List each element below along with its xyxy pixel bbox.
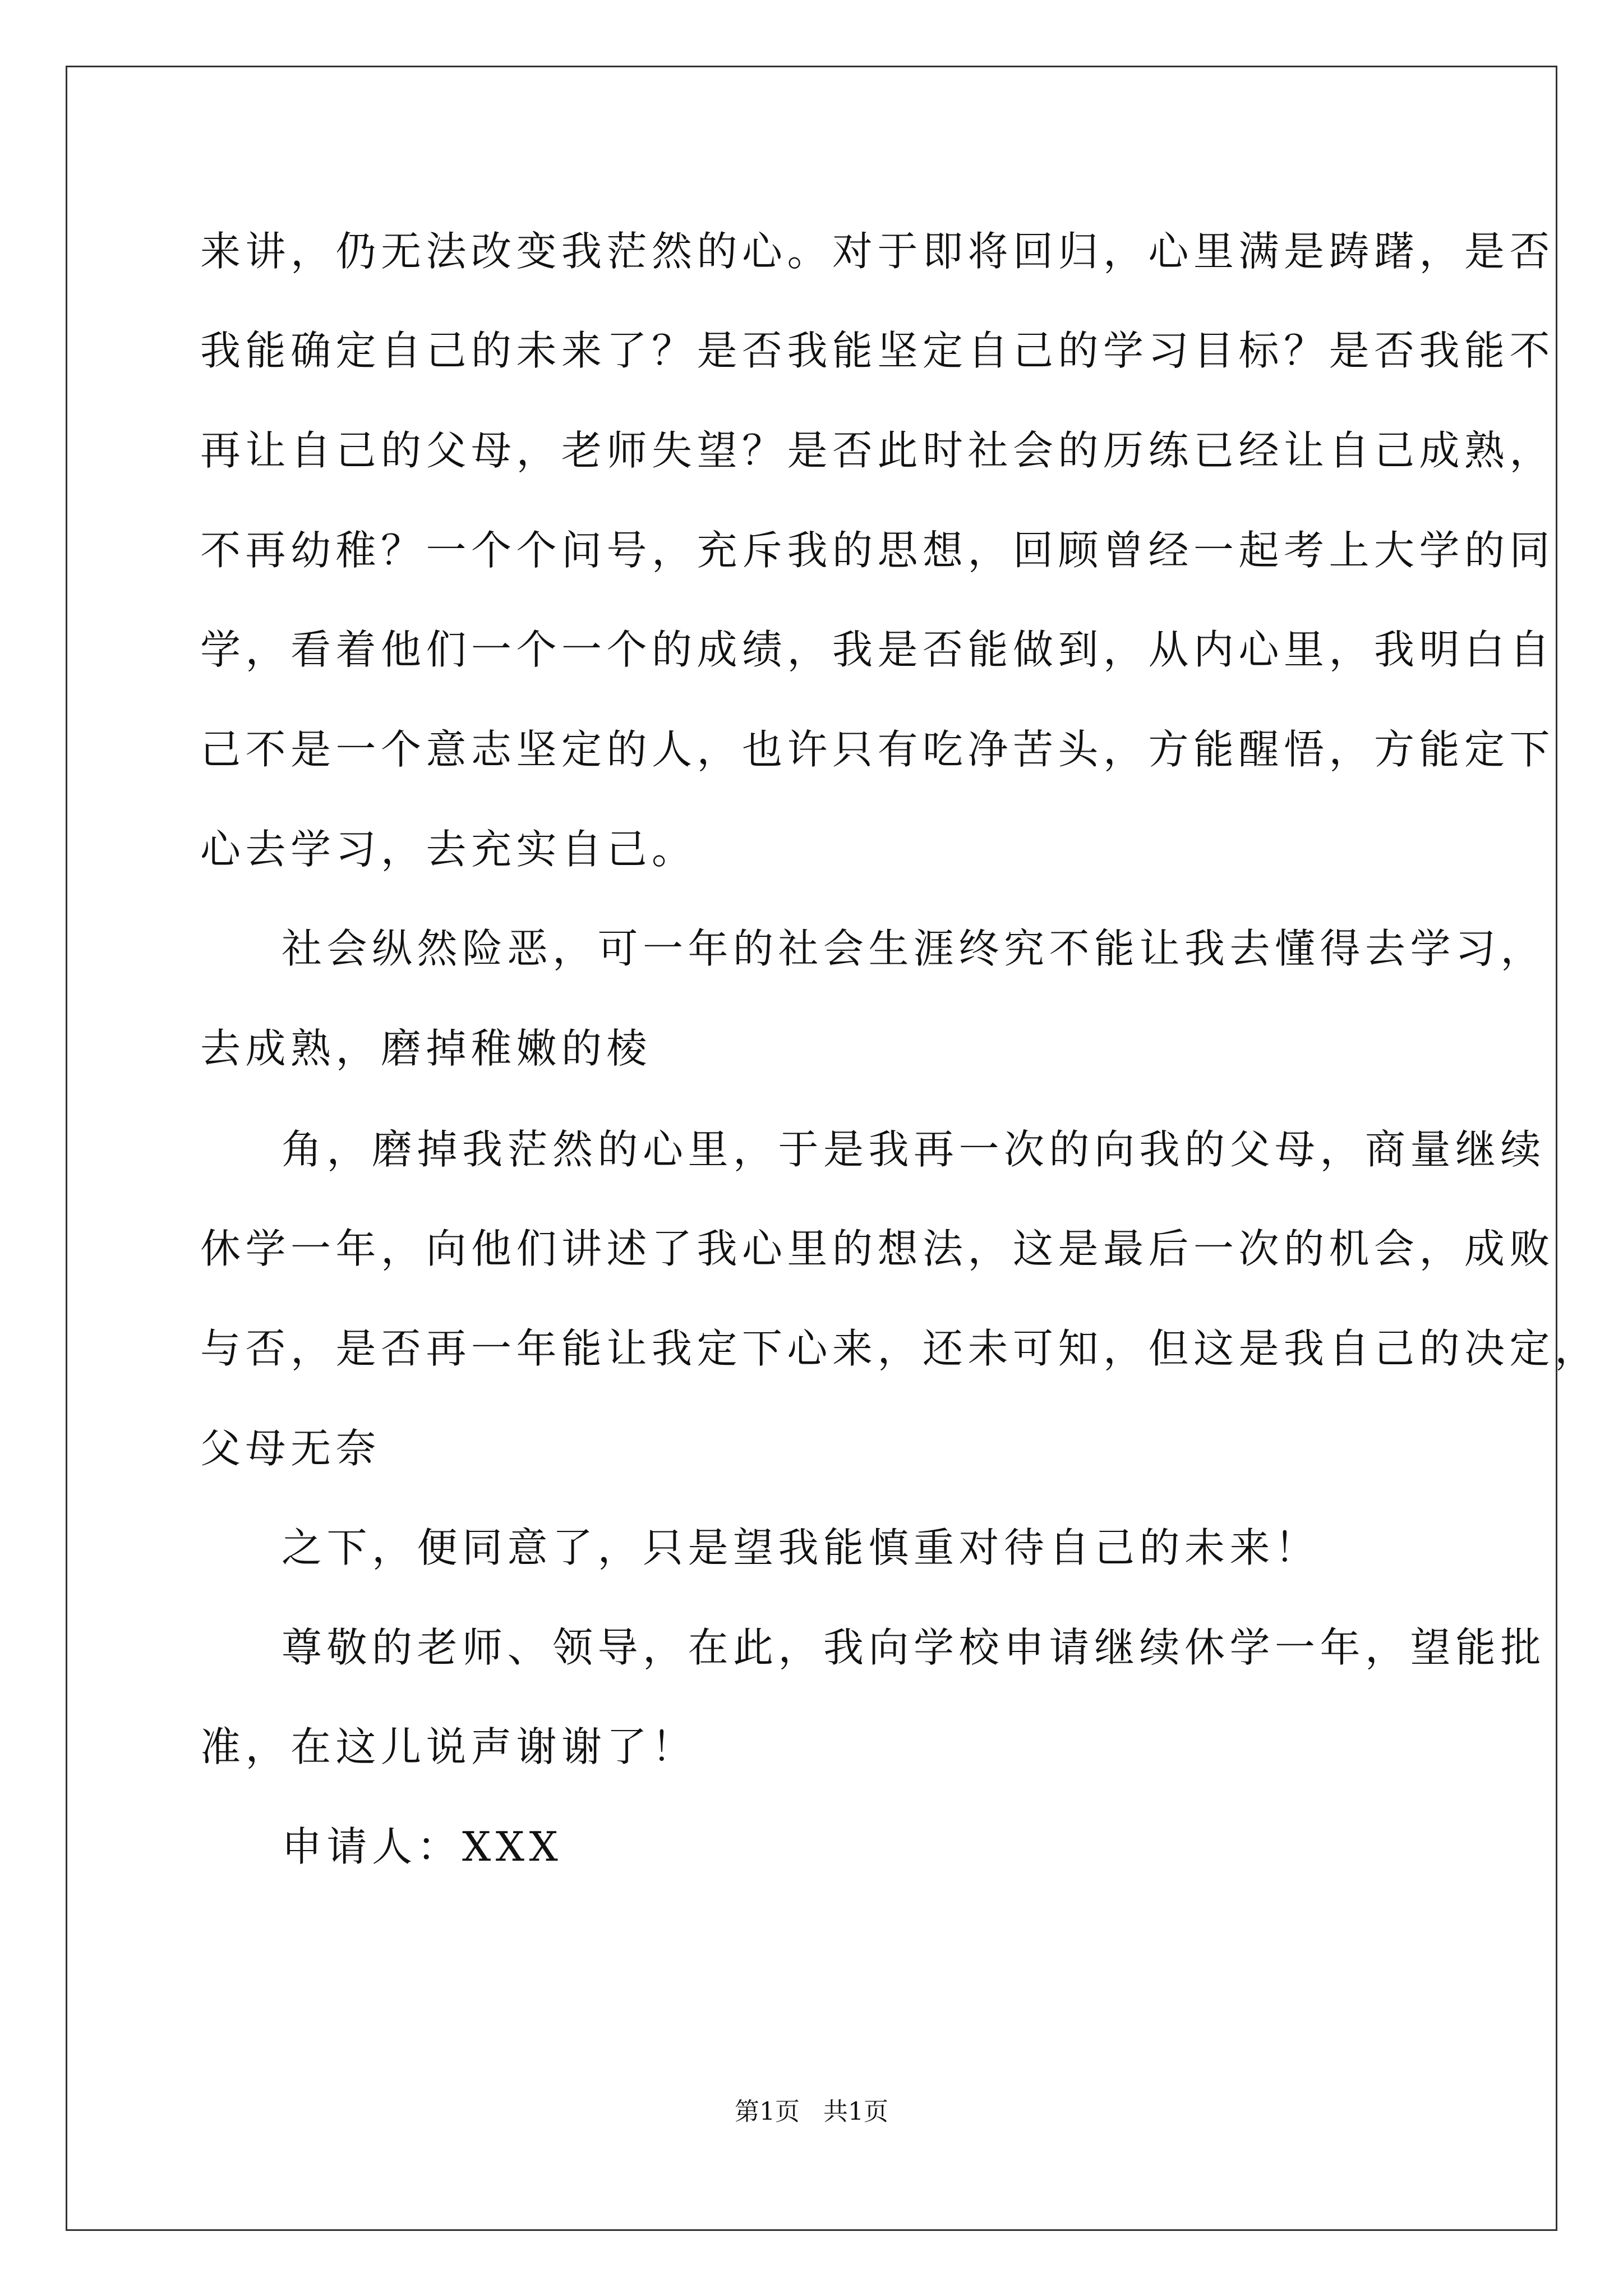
paragraph-line: 社会纵然险恶，可一年的社会生涯终究不能让我去懂得去学习， <box>282 925 1546 972</box>
body-text-line: 父母无奈 <box>200 1425 381 1472</box>
body-text-line: 不再幼稚？一个个问号，充斥我的思想，回顾曾经一起考上大学的同 <box>200 527 1555 574</box>
body-text-line: 来讲，仍无法改变我茫然的心。对于即将回归，心里满是踌躇，是否 <box>200 228 1555 275</box>
paragraph-line: 之下，便同意了，只是望我能慎重对待自己的未来！ <box>282 1524 1320 1571</box>
paragraph-line: 角，磨掉我茫然的心里，于是我再一次的向我的父母，商量继续 <box>282 1126 1546 1173</box>
body-text-line: 再让自己的父母，老师失望？是否此时社会的历练已经让自己成熟， <box>200 427 1555 474</box>
applicant-signature-line: 申请人：XXX <box>282 1823 563 1870</box>
paragraph-line: 尊敬的老师、领导，在此，我向学校申请继续休学一年，望能批 <box>282 1624 1546 1671</box>
page-number-footer: 第1页 共1页 <box>735 2097 888 2126</box>
body-text-line: 休学一年，向他们讲述了我心里的想法，这是最后一次的机会，成败 <box>200 1225 1555 1272</box>
body-text-line: 准，在这儿说声谢谢了！ <box>200 1723 697 1770</box>
body-text-line: 己不是一个意志坚定的人，也许只有吃净苦头，方能醒悟，方能定下 <box>200 726 1555 773</box>
body-text-line: 学，看着他们一个一个的成绩，我是否能做到，从内心里，我明白自 <box>200 626 1555 673</box>
body-text-line: 与否，是否再一年能让我定下心来，还未可知，但这是我自己的决定， <box>200 1325 1600 1372</box>
body-text-line: 去成熟，磨掉稚嫩的棱 <box>200 1025 652 1072</box>
body-text-line: 我能确定自己的未来了？是否我能坚定自己的学习目标？是否我能不 <box>200 327 1555 374</box>
body-text-line: 心去学习，去充实自己。 <box>200 826 697 873</box>
